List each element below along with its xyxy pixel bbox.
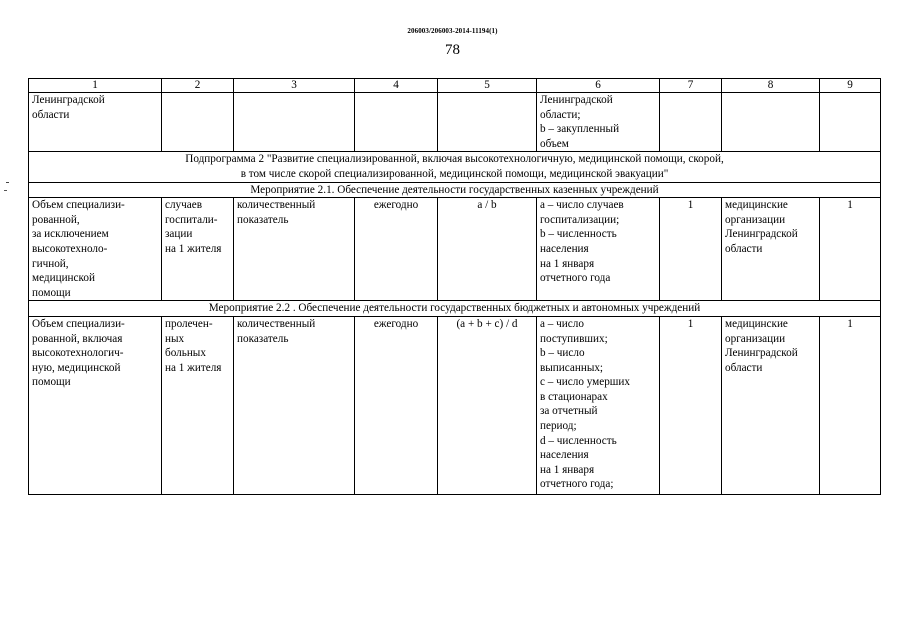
cell-col1 xyxy=(29,316,162,494)
column-header: 1 xyxy=(29,79,162,93)
cell-line: поступивших; xyxy=(540,332,608,345)
cell-line: медицинские xyxy=(725,317,788,330)
cell-line: b – закупленный xyxy=(540,123,620,136)
cell-line: на 1 жителя xyxy=(165,361,222,374)
cell-line: в стационарах xyxy=(540,390,608,403)
measure-2-1-title: Мероприятие 2.1. Обеспечение деятельности государственных казенных учреждений xyxy=(29,182,881,198)
cell-line: Подпрограмма 2 "Развитие специализированной, включая высокотехнологичную, медицинской помощи, скорой, xyxy=(185,153,724,166)
cell-line: количественный xyxy=(237,317,316,330)
program-table xyxy=(28,78,881,495)
column-header: 2 xyxy=(162,79,234,93)
cell-line: на 1 жителя xyxy=(165,242,222,255)
cell-line: показатель xyxy=(237,332,289,345)
cell-col3 xyxy=(234,316,355,494)
cell-line: a – число случаев xyxy=(540,199,624,212)
cell-empty xyxy=(820,93,881,152)
cell-line: Ленинградской xyxy=(725,347,798,360)
cell-line: b – численность xyxy=(540,228,617,241)
cell-line: области xyxy=(725,242,763,255)
cell-empty xyxy=(722,93,820,152)
cell-col1 xyxy=(29,198,162,301)
page-number: 78 xyxy=(445,42,460,58)
cell-line: рованной, включая xyxy=(32,332,123,345)
cell-line: d – численность xyxy=(540,434,617,447)
cell-line: Ленинградской xyxy=(540,94,613,106)
column-header: 8 xyxy=(722,79,820,93)
cell-line: за отчетный xyxy=(540,405,598,418)
cell-line: медицинской xyxy=(32,272,95,285)
cell-line: госпитали- xyxy=(165,213,218,226)
cell-line: госпитализации; xyxy=(540,213,620,226)
cell-line: зации xyxy=(165,228,193,241)
column-header: 9 xyxy=(820,79,881,93)
column-header: 4 xyxy=(355,79,438,93)
cell-line: отчетного года xyxy=(540,272,611,285)
cell-line: области; xyxy=(540,108,581,121)
cell-col9: 1 xyxy=(820,316,881,494)
cell-empty xyxy=(234,93,355,152)
cell-line: помощи xyxy=(32,376,71,389)
table-row xyxy=(29,316,881,494)
cell-line: больных xyxy=(165,347,206,360)
cell-line: выписанных; xyxy=(540,361,604,374)
subprogram-row xyxy=(29,152,881,182)
cell-line: на 1 января xyxy=(540,463,595,476)
cell-empty xyxy=(162,93,234,152)
cell-col1 xyxy=(29,93,162,152)
column-header: 7 xyxy=(660,79,722,93)
subprogram-title xyxy=(29,152,881,182)
cell-line: области xyxy=(725,361,763,374)
measure-2-2-title: Мероприятие 2.2 . Обеспечение деятельности государственных бюджетных и автономных учреждений xyxy=(29,301,881,317)
measure-title-row xyxy=(29,301,881,317)
cell-line: b – число xyxy=(540,347,585,360)
column-header: 5 xyxy=(438,79,537,93)
cell-col9: 1 xyxy=(820,198,881,301)
cell-col6 xyxy=(537,93,660,152)
cell-line: Ленинградской xyxy=(725,228,798,241)
table-row xyxy=(29,198,881,301)
cell-line: высокотехноло- xyxy=(32,242,108,255)
cell-line: населения xyxy=(540,242,589,255)
cell-line: случаев xyxy=(165,199,202,212)
cell-line: ных xyxy=(165,332,185,345)
cell-col6 xyxy=(537,316,660,494)
cell-line: на 1 января xyxy=(540,257,595,270)
cell-line: отчетного года; xyxy=(540,478,614,491)
measure-title-row xyxy=(29,182,881,198)
cell-line: организации xyxy=(725,213,786,226)
cell-col5: a / b xyxy=(438,198,537,301)
column-header: 6 xyxy=(537,79,660,93)
cell-line: рованной, xyxy=(32,213,80,226)
cell-line: показатель xyxy=(237,213,289,226)
cell-col6 xyxy=(537,198,660,301)
scan-mark xyxy=(4,190,7,191)
cell-line: объем xyxy=(540,137,569,150)
cell-col7: 1 xyxy=(660,316,722,494)
cell-col2 xyxy=(162,198,234,301)
document-id: 206003/206003-2014-11194(1) xyxy=(407,27,498,35)
table-row xyxy=(29,93,881,152)
cell-line: гичной, xyxy=(32,257,69,270)
cell-line: населения xyxy=(540,449,589,462)
cell-col7: 1 xyxy=(660,198,722,301)
cell-line: ную, медицинской xyxy=(32,361,121,374)
cell-line: количественный xyxy=(237,199,316,212)
cell-line: помощи xyxy=(32,286,71,299)
scan-mark xyxy=(6,182,9,183)
cell-line: области xyxy=(32,108,70,121)
cell-line: Объем специализи- xyxy=(32,199,125,212)
cell-col8 xyxy=(722,198,820,301)
cell-line: за исключением xyxy=(32,228,109,241)
cell-col4: ежегодно xyxy=(355,198,438,301)
cell-col8 xyxy=(722,316,820,494)
cell-line: период; xyxy=(540,420,577,433)
cell-line: пролечен- xyxy=(165,317,213,330)
header-row xyxy=(29,79,881,93)
cell-col5: (a + b + c) / d xyxy=(438,316,537,494)
cell-line: в том числе скорой специализированной, медицинской помощи, медицинской эвакуации" xyxy=(240,167,669,180)
cell-col2 xyxy=(162,316,234,494)
cell-empty xyxy=(355,93,438,152)
cell-line: медицинские xyxy=(725,199,788,212)
cell-line: Ленинградской xyxy=(32,94,105,106)
column-header: 3 xyxy=(234,79,355,93)
cell-col4: ежегодно xyxy=(355,316,438,494)
cell-line: c – число умерших xyxy=(540,376,630,389)
cell-line: организации xyxy=(725,332,786,345)
cell-line: a – число xyxy=(540,317,584,330)
cell-line: высокотехнологич- xyxy=(32,347,124,360)
cell-empty xyxy=(438,93,537,152)
cell-empty xyxy=(660,93,722,152)
cell-line: Объем специализи- xyxy=(32,317,125,330)
cell-col3 xyxy=(234,198,355,301)
